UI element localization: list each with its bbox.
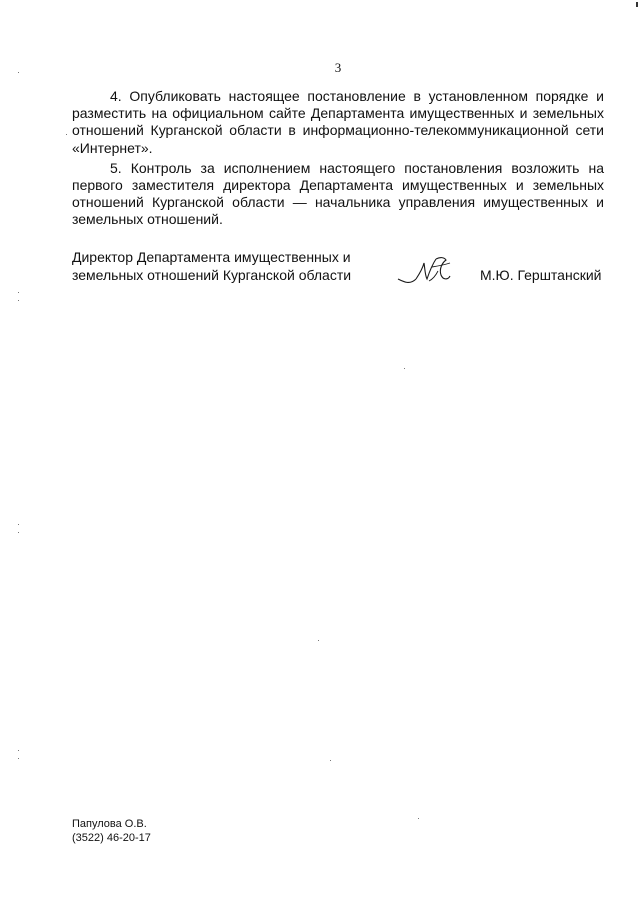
handwritten-signature-icon <box>396 249 470 289</box>
paragraph-item-4: 4. Опубликовать настоящее постановление в установленном порядке и разместить на официальном сайте Департамента имущественных и земельных отношений Курганской области в информационно-телекоммуникационной сети «Интернет». <box>72 88 604 156</box>
scan-speck <box>18 300 19 301</box>
signer-name: М.Ю. Герштанский <box>480 267 602 283</box>
scan-speck <box>18 72 19 73</box>
executor-name: Папулова О.В. <box>72 818 147 830</box>
scan-speck <box>18 524 19 525</box>
scan-speck <box>418 818 419 819</box>
scan-speck <box>404 368 405 369</box>
document-body <box>72 88 604 232</box>
page-number: 3 <box>334 60 342 75</box>
scan-speck <box>18 758 19 759</box>
scan-speck <box>18 532 19 533</box>
scan-speck <box>318 640 319 641</box>
signature-block <box>72 249 608 289</box>
executor-phone: (3522) 46-20-17 <box>72 831 151 844</box>
paragraph-item-5: 5. Контроль за исполнением настоящего постановления возложить на первого заместителя директора Департамента имущественных и земельных отношений Курганской области — начальника управления имущественных и земельных отношений. <box>72 159 604 228</box>
signer-position-line-2: земельных отношений Курганской области <box>72 267 352 283</box>
executor-info <box>72 818 151 845</box>
signer-position-line-1: Директор Департамента имущественных и <box>72 249 351 265</box>
scan-speck <box>636 2 638 7</box>
scan-speck <box>330 760 331 761</box>
scan-speck <box>18 292 19 293</box>
scan-speck <box>18 750 19 751</box>
scan-speck <box>66 134 67 135</box>
